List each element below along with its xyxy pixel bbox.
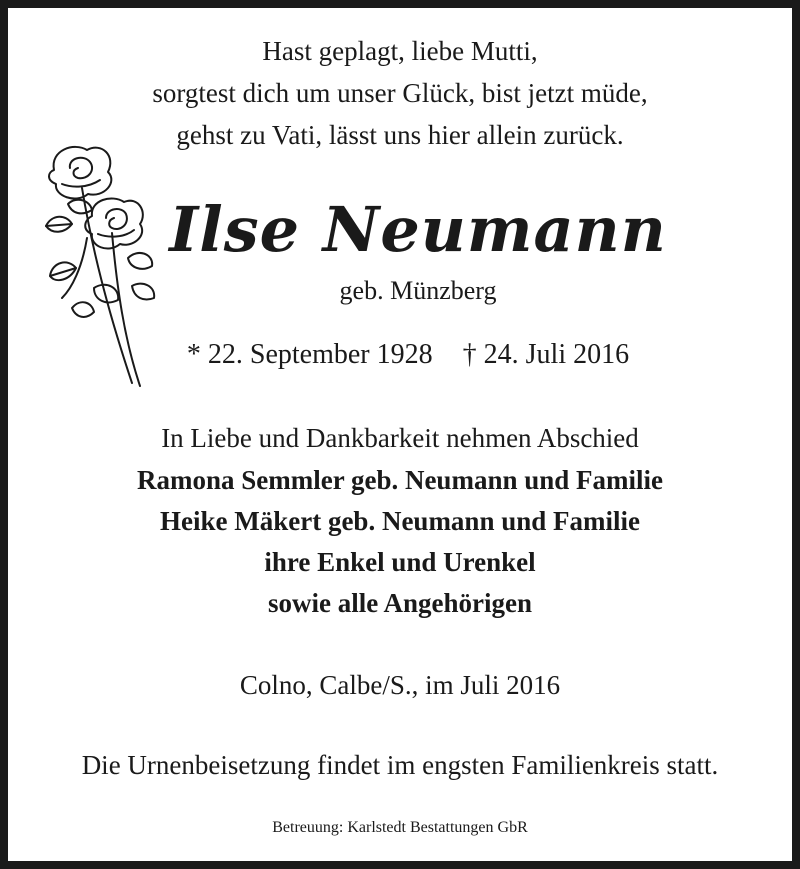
mourner-line: ihre Enkel und Urenkel (264, 547, 536, 577)
rose-icon (32, 138, 162, 398)
life-dates (158, 336, 658, 374)
farewell-line: In Liebe und Dankbarkeit nehmen Abschied (161, 423, 639, 453)
mourner-line: sowie alle Angehörigen (268, 588, 532, 618)
poem-line-2: sorgtest dich um unser Glück, bist jetzt müde, (152, 78, 648, 108)
undertaker-credit: Betreuung: Karlstedt Bestattungen GbR (272, 819, 528, 836)
birth-date: * 22. September 1928 (186, 339, 433, 370)
mourner-line: Heike Mäkert geb. Neumann und Familie (160, 506, 640, 536)
deceased-name: Ilse Neumann (169, 193, 667, 266)
maiden-name: geb. Münzberg (339, 276, 497, 305)
place-and-date: Colno, Calbe/S., im Juli 2016 (239, 670, 561, 700)
mourner-line: Ramona Semmler geb. Neumann und Familie (136, 465, 663, 495)
poem-line-3: gehst zu Vati, lässt uns hier allein zurück. (176, 120, 624, 150)
poem-line-1: Hast geplagt, liebe Mutti, (262, 36, 538, 66)
death-date: † 24. Juli 2016 (462, 339, 630, 370)
mourners-list (8, 460, 792, 624)
funeral-notice: Die Urnenbeisetzung findet im engsten Familienkreis statt. (81, 750, 719, 780)
